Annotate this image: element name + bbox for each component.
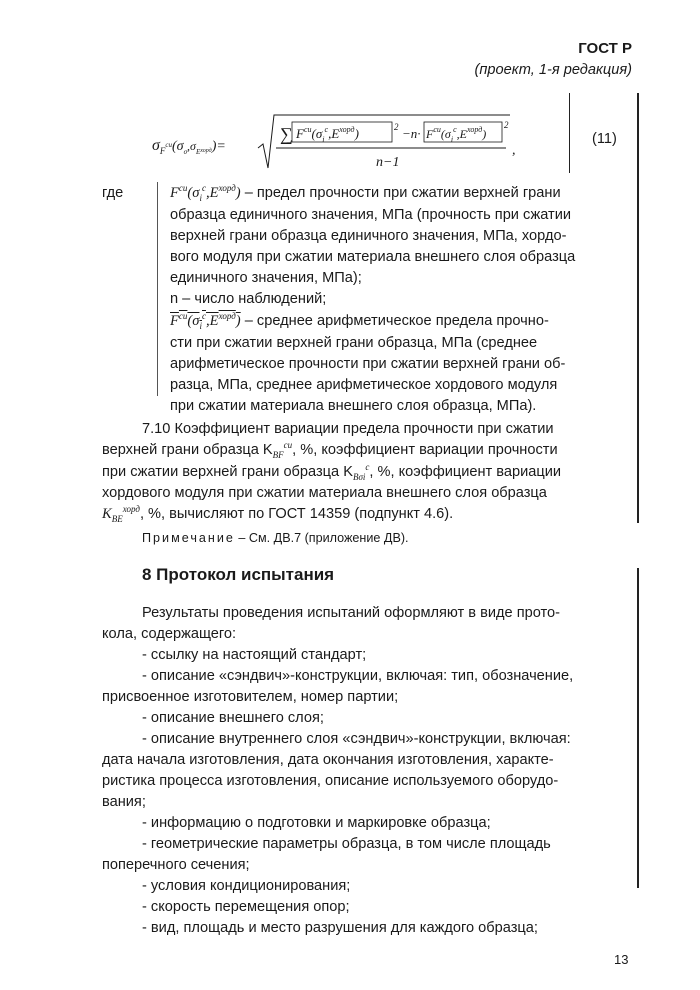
s8-line-4: присвоенное изготовителем, номер партии; bbox=[102, 689, 399, 705]
page-number: 13 bbox=[614, 952, 629, 967]
clause-7-10-text-7: , %, вычисляют по ГОСТ 14359 (подпункт 4.6). bbox=[139, 506, 454, 522]
clause-7-10-text-6: K bbox=[102, 506, 112, 522]
clause-7-10-line3: при сжатии верхней грани образца $K_{B\sigma i}^c$, %, коэффициент вариации bbox=[102, 462, 562, 482]
def1-line4 bbox=[170, 248, 575, 267]
def3-text-0: – среднее арифметическое предела прочно- bbox=[244, 313, 549, 329]
clause-7-10-line4: хордового модуля при сжатии материала внешнего слоя образца bbox=[102, 485, 547, 501]
s8-line-10: - информацию о подготовки и маркировке образца; bbox=[142, 815, 491, 831]
def1-symbol: $F^{cu}(\sigma_i^c,E^{хорд})$ bbox=[170, 183, 241, 203]
def1-text-1: образца единичного значения, МПа (прочность при сжатии bbox=[170, 207, 572, 223]
def3-line5 bbox=[170, 397, 536, 416]
svg-text:2: 2 bbox=[394, 122, 399, 132]
s8-line-7: дата начала изготовления, дата окончания изготовления, характе- bbox=[102, 752, 554, 768]
s8-line-13: - условия кондиционирования; bbox=[142, 878, 351, 894]
clause-7-10-text-1: верхней грани образца K bbox=[102, 442, 273, 458]
def2-line: n – число наблюдений; bbox=[170, 291, 327, 307]
note bbox=[142, 529, 409, 548]
clause-7-10-text-4: , %, коэффициент вариации bbox=[369, 464, 562, 480]
def1-text-3: вого модуля при сжатии материала внешнего слоя образца bbox=[170, 249, 576, 265]
s8-line-11: - геометрические параметры образца, в том числе площадь bbox=[142, 836, 551, 852]
clause-7-10-line1-text: 7.10 Коэффициент вариации предела прочности при сжатии bbox=[142, 421, 554, 437]
s8-line-8: ристика процесса изготовления, описание используемого оборудо- bbox=[102, 773, 559, 789]
def1-line1 bbox=[170, 184, 632, 203]
s8-line-2: - ссылку на настоящий стандарт; bbox=[142, 647, 367, 663]
note-label: Примечание bbox=[142, 531, 235, 545]
note-text: – См. ДВ.7 (приложение ДВ). bbox=[238, 531, 409, 545]
clause-7-10-text-3: при сжатии верхней грани образца K bbox=[102, 464, 353, 480]
svg-text:Fcu(σic,Eхорд): $F^{cu}(\sigma_i^c,E^{хорд})$ bbox=[426, 125, 487, 144]
def3-text-3: разца, МПа, среднее арифметическое хордового модуля bbox=[170, 377, 558, 393]
def3-line1 bbox=[170, 312, 549, 331]
change-bar-formula bbox=[569, 93, 570, 173]
s8-line-1: кола, содержащего: bbox=[102, 626, 237, 642]
s8-line-9: вания; bbox=[102, 794, 146, 810]
def3-line3 bbox=[170, 355, 565, 374]
def3-symbol: $F^{cu}(\sigma_i^c,E^{хорд})$ bbox=[170, 311, 241, 331]
s8-line-14: - скорость перемещения опор; bbox=[142, 899, 350, 915]
where-label: где bbox=[102, 185, 124, 201]
document-subtitle: (проект, 1-я редакция) bbox=[474, 62, 632, 78]
formula-11 bbox=[150, 110, 530, 175]
def3-text-4: при сжатии материала внешнего слоя образца, МПа). bbox=[170, 398, 537, 414]
equation-number: (11) bbox=[592, 131, 617, 147]
definition-bracket bbox=[157, 182, 158, 396]
s8-line-5: - описание внешнего слоя; bbox=[142, 710, 324, 726]
def3-line4 bbox=[170, 376, 557, 395]
def1-text-4: единичного значения, МПа); bbox=[170, 270, 362, 286]
s8-line-12: поперечного сечения; bbox=[102, 857, 250, 873]
def1-text-0: – предел прочности при сжатии верхней грани bbox=[244, 185, 561, 201]
formula-denominator: n−1 bbox=[376, 155, 400, 170]
formula-svg bbox=[150, 110, 530, 175]
svg-text:∑: ∑ bbox=[280, 124, 293, 144]
def1-text-2: верхней грани образца единичного значения, МПа, хордо- bbox=[170, 228, 567, 244]
clause-7-10-line5: $K_{BE}^{хорд}$, %, вычисляют по ГОСТ 14359 (подпункт 4.6). bbox=[102, 504, 454, 524]
s8-line-0: Результаты проведения испытаний оформляют в виде прото- bbox=[142, 605, 561, 621]
def1-line5 bbox=[170, 269, 362, 288]
s8-line-15: - вид, площадь и место разрушения для каждого образца; bbox=[142, 920, 538, 936]
def1-line3 bbox=[170, 227, 566, 246]
s8-line-3: - описание «сэндвич»-конструкции, включая: тип, обозначение, bbox=[142, 668, 574, 684]
clause-7-10-text-2: , %, коэффициент вариации прочности bbox=[292, 442, 558, 458]
svg-text:,: , bbox=[512, 143, 516, 158]
s8-line-6: - описание внутреннего слоя «сэндвич»-конструкции, включая: bbox=[142, 731, 571, 747]
document-title: ГОСТ Р bbox=[578, 40, 632, 57]
def3-text-1: сти при сжатии верхней грани образца, МПа (среднее bbox=[170, 335, 538, 351]
svg-text:2: 2 bbox=[504, 120, 509, 130]
svg-text:−n·: −n· bbox=[402, 126, 421, 141]
clause-7-10-line2: верхней грани образца $K_{BF}^{cu}$, %, коэффициент вариации прочности bbox=[102, 440, 558, 460]
change-bar-bottom bbox=[637, 568, 639, 888]
section-8-heading: 8 Протокол испытания bbox=[142, 565, 335, 584]
change-bar-top bbox=[637, 93, 639, 523]
def1-line2 bbox=[170, 206, 632, 225]
formula-lhs: $\sigma_F^{cu}(\sigma_\sigma^{,\sigma}_Eхорд)=$ bbox=[152, 137, 226, 156]
def3-text-2: арифметическое прочности при сжатии верхней грани об- bbox=[170, 356, 566, 372]
def3-line2 bbox=[170, 334, 537, 353]
svg-text:Fcu(σic,Eхорд): $F^{cu}(\sigma_i^c,E^{хорд})$ bbox=[296, 125, 359, 144]
